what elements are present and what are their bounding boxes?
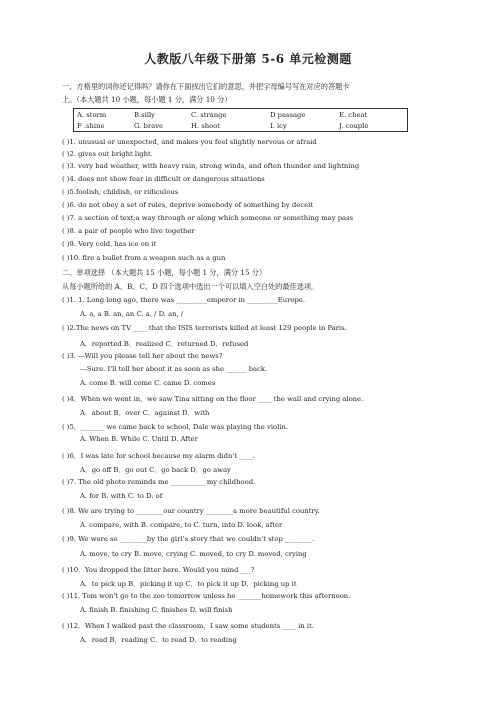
question-10-stem: ( )10．You dropped the litter here. Would you mind ___? bbox=[62, 566, 255, 574]
word-bank-row bbox=[74, 120, 408, 132]
page-title: 人教版八年级下册第 5-6 单元检测题 bbox=[144, 52, 352, 66]
question-10-options: A．to pick up B．picking it up C．to pick it up D．picking up it bbox=[80, 580, 297, 588]
vocab-item-4: ( )4. does not show fear in difficult or dangerous situations bbox=[62, 175, 265, 183]
word-bank-row bbox=[74, 109, 408, 121]
question-7-options: A. for B. with C. to D. of bbox=[80, 492, 163, 500]
question-3-dialogue: ---Sure. I'll tell her about it as soon as she ______ back. bbox=[80, 365, 268, 373]
question-11-stem: ( )11. Tom won't go to the zoo tomorrow unless he _______homework this afternoon. bbox=[62, 592, 351, 600]
question-12-options: A．read B．reading C．to read D．to reading bbox=[80, 636, 237, 644]
question-4-options: A．about B．over C．against D．with bbox=[80, 409, 210, 417]
section2-instruction-line2: 从每小题所给的 A、B、C、D 四个选项中选出一个可以填入空白处的最佳选项。 bbox=[62, 282, 319, 291]
question-2-stem: ( )2.The news on TV ____ that the ISIS terrorists killed at least 129 people in Paris. bbox=[62, 324, 347, 332]
word-bank-table bbox=[73, 108, 408, 132]
question-12-stem: ( )12．When I walked past the classroom，I saw some students ____ in it. bbox=[62, 622, 314, 630]
vocab-item-6: ( )6. do not obey a set of rules, deprive somebody of something by deceit bbox=[62, 201, 314, 209]
question-7-stem: ( )7. The old photo reminds me __________ my childhood. bbox=[62, 478, 256, 486]
vocab-item-3: ( )3. very bad weather, with heavy rain, strong winds, and often thunder and lightning bbox=[62, 162, 360, 170]
question-8-options: A. compare, with B. compare, to C. turn, into D. look, after bbox=[80, 521, 283, 529]
question-9-options: A. move, to cry B. move, crying C. moved, to cry D. moved, crying bbox=[80, 550, 307, 558]
vocab-item-10: ( )10. fire a bullet from a weapon such as a gun bbox=[62, 254, 226, 262]
word-bank-cell: H. shoot bbox=[191, 121, 221, 130]
question-8-stem: ( )8. We are trying to ________our country ________a more beautiful country. bbox=[62, 507, 320, 515]
section1-instruction-line2: 上。（本大题共 10 小题，每小题 1 分，满分 10 分） bbox=[62, 95, 232, 104]
vocab-item-8: ( )8. a pair of people who live together bbox=[62, 227, 195, 235]
question-5-options: A. When B. While C. Until D. After bbox=[80, 435, 198, 443]
question-11-options: A. finish B. finishing C. finishes D. will finish bbox=[80, 606, 233, 614]
question-4-stem: ( )4．When we went in，we saw Tina sitting on the floor ____ the wall and crying alone. bbox=[62, 395, 364, 403]
question-2-options: A．reported B．realized C．returned D．refused bbox=[80, 340, 249, 348]
word-bank-cell: E. cheat bbox=[339, 110, 368, 119]
vocab-item-5: ( )5.foolish, childish, or ridiculous bbox=[62, 188, 179, 196]
question-1-stem: ( )1. 1. Long long ago, there was _________emperor in _________Europe. bbox=[62, 296, 305, 304]
word-bank-cell: B.silly bbox=[134, 110, 156, 119]
question-9-stem: ( )9. We were so ________by the girl’s story that we couldn’t stop ________. bbox=[62, 535, 315, 543]
question-1-options: A. a, a B. an, an C. a, / D. an, / bbox=[80, 310, 184, 318]
word-bank-cell: D passage bbox=[270, 110, 306, 119]
question-6-stem: ( )6．I was late for school because my alarm didn't ____. bbox=[62, 452, 255, 460]
vocab-item-1: ( )1. unusual or unexpected, and makes you feel slightly nervous or afraid bbox=[62, 138, 317, 146]
question-5-stem: ( )5．_______ we came back to school, Dale was playing the violin. bbox=[62, 423, 288, 431]
question-3-stem: ( )3. ---Will you please tell her about the news? bbox=[62, 352, 223, 360]
vocab-item-2: ( )2. gives out bright light. bbox=[62, 150, 153, 158]
question-3-options: A. come B. will come C. came D. comes bbox=[80, 379, 216, 387]
word-bank-cell: G. brave bbox=[134, 121, 164, 130]
word-bank-cell: C. strange bbox=[191, 110, 227, 119]
word-bank-cell: I. icy bbox=[270, 121, 287, 130]
word-bank-cell: J. couple bbox=[339, 121, 369, 130]
section1-instruction-line1: 一、方格里的词你还记得吗？请你在下面找出它们的意思，并把字母编号写在对应的答题卡 bbox=[62, 82, 350, 91]
word-bank-cell: F .shine bbox=[77, 121, 105, 130]
word-bank-cell: A. storm bbox=[77, 110, 107, 119]
section2-instruction-line1: 二、单项选择 （本大题共 15 小题，每小题 1 分，满分 15 分） bbox=[62, 268, 267, 277]
question-6-options: A．go off B．go out C．go back D．go away bbox=[80, 466, 231, 474]
vocab-item-7: ( )7. a section of text;a way through or along which someone or something may pass bbox=[62, 214, 354, 222]
vocab-item-9: ( )9. Very cold, has ice on it bbox=[62, 240, 157, 248]
